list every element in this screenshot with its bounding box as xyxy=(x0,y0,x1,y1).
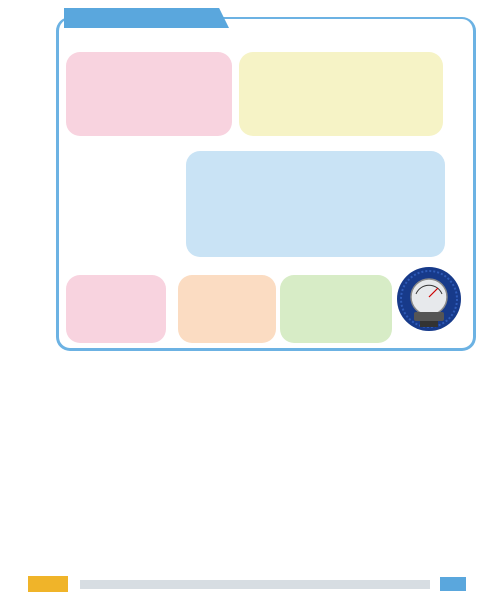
section-banner xyxy=(64,8,229,28)
page-footer xyxy=(0,576,478,592)
info-box-measurement xyxy=(66,52,232,136)
info-box-spring xyxy=(186,151,445,257)
info-box-divisions xyxy=(239,52,443,136)
info-box-sensitive xyxy=(280,275,392,343)
footer-bar xyxy=(80,580,430,589)
info-box-variety xyxy=(66,275,166,343)
page-number xyxy=(440,577,466,591)
footer-logo xyxy=(28,576,68,592)
info-box-newton xyxy=(178,275,276,343)
analog-dynamometer-photo xyxy=(396,266,462,332)
